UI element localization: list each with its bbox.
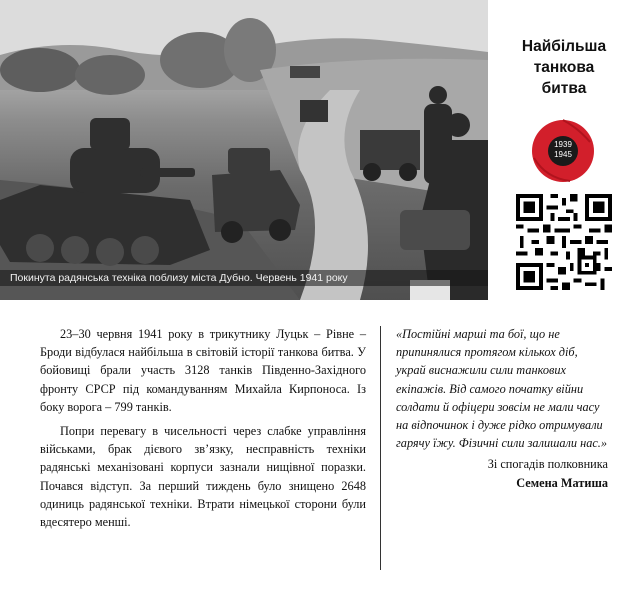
- qr-code-icon[interactable]: [516, 194, 612, 290]
- title-line-2: танкова: [533, 59, 595, 76]
- title-line-3: битва: [541, 80, 587, 97]
- section-title: [496, 36, 632, 99]
- poppy-year-end: 1945: [554, 150, 572, 159]
- photo-illustration: [0, 0, 488, 300]
- quote-author: Семена Матиша: [516, 475, 608, 490]
- photo-caption: Покинута радянська техніка поблизу міста Дубно. Червень 1941 року: [10, 272, 348, 284]
- poppy-years: [546, 140, 580, 160]
- caption-bar: [0, 270, 488, 286]
- column-divider: [380, 326, 381, 570]
- paragraph-1: 23–30 червня 1941 року в трикутнику Луцьк – Рівне – Броди відбулася найбільша в світовій історії танкова битва. У бойовищі брали участь 3128 танків Південно-Західного фронту СРСР під командуванням Михайла Кирпоноса. Із боку ворога – 799 танків.: [40, 327, 366, 414]
- poppy-year-start: 1939: [554, 140, 572, 149]
- quote-text: «Постійні марші та бої, що не припинялися протягом кількох діб, украй виснажили сили танкових екіпажів. Від самого початку війни солдати й офіцери зовсім не мали часу на відпочинок і дуже рідко отримували гарячу їжу. Фізичні сили залишали нас.»: [396, 327, 608, 451]
- historical-photo: [0, 0, 488, 300]
- paragraph-2: Попри перевагу в чисельності через слабке управління військами, брак дієвого зв’язку, несправність техніки радянські механізовані корпуси зазнали нищівної поразки. Почався відступ. За перший тиждень було знищено 2648 одиниць радянської техніки. Втрати німецької сторони були вдесятеро менші.: [40, 424, 366, 530]
- title-line-1: Найбільша: [521, 38, 607, 55]
- quote-attribution: [396, 455, 608, 492]
- quote-source: Зі спогадів полковника: [487, 457, 608, 471]
- main-text: [40, 325, 366, 537]
